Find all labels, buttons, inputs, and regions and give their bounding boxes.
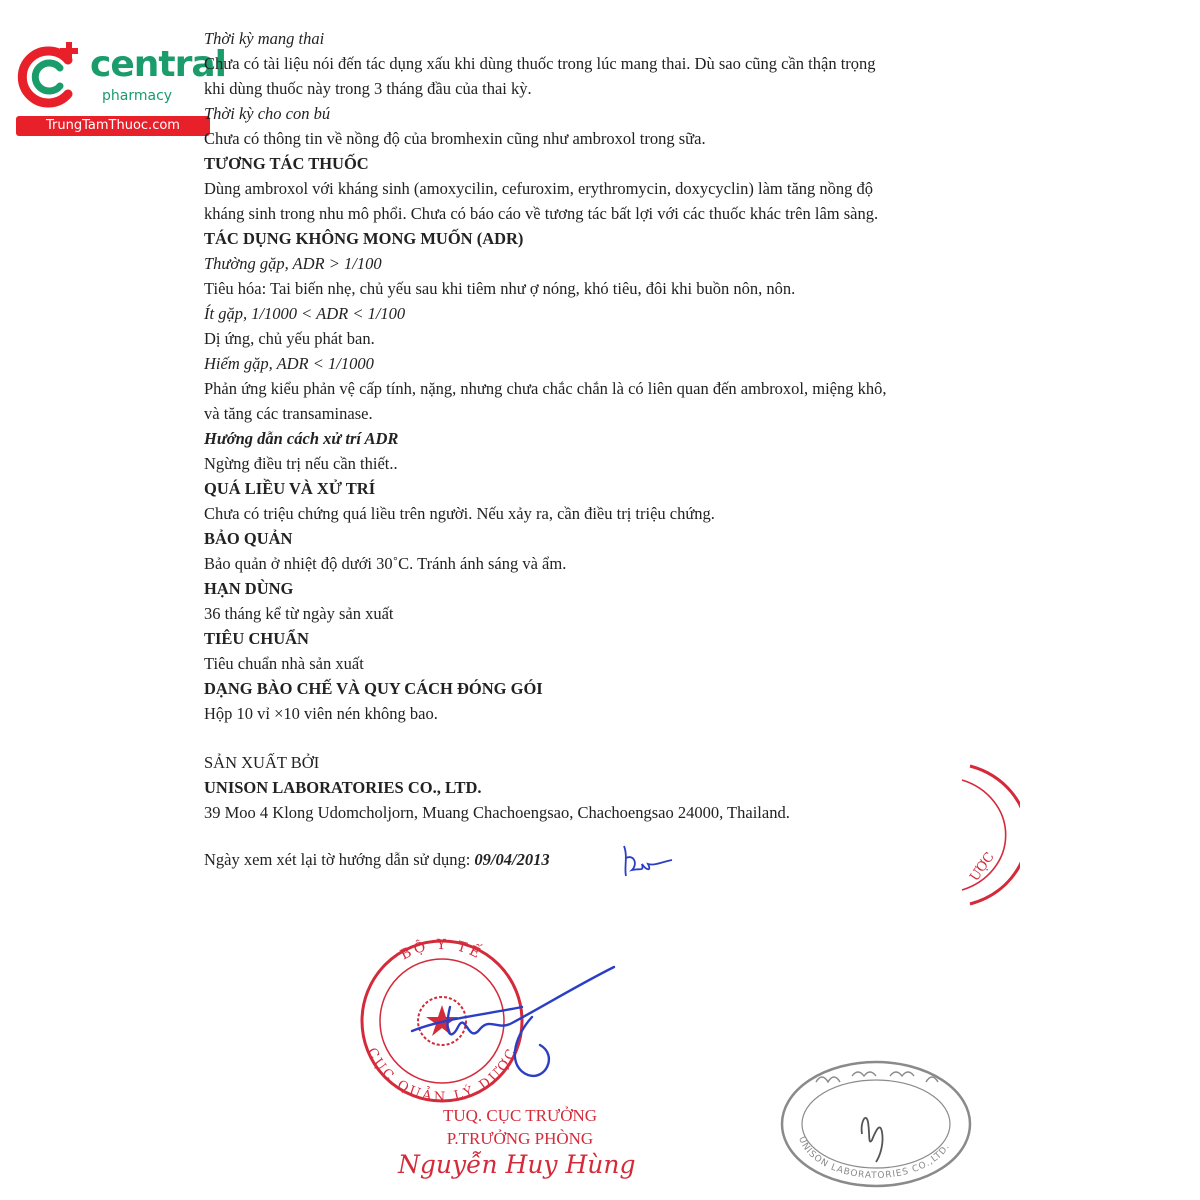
unison-stamp-bottom-text: UNISON LABORATORIES CO.,LTD. [796, 1135, 953, 1182]
storage-heading: BẢO QUẢN [204, 529, 293, 548]
ministry-stamp [332, 935, 632, 1105]
adr-guide-text: Ngừng điều trị nếu cần thiết.. [204, 454, 398, 473]
interaction-heading: TƯƠNG TÁC THUỐC [204, 154, 369, 173]
ministry-stamp-bottom-text: CỤC QUẢN LÝ DƯỢC [363, 1044, 521, 1105]
expiry-heading: HẠN DÙNG [204, 579, 294, 598]
central-pharmacy-logo[interactable] [10, 36, 226, 136]
pregnancy-text-2: khi dùng thuốc này trong 3 tháng đầu của thai kỳ. [204, 79, 532, 98]
ministry-stamp-top-text: BỘ Y TẾ [397, 936, 486, 964]
official-line1: TUQ. CỤC TRƯỞNG [442, 1106, 598, 1125]
adr-rare-text-2: và tăng các transaminase. [204, 404, 373, 423]
spacer [204, 726, 1004, 750]
packaging-text: Hộp 10 vỉ ×10 viên nén không bao. [204, 704, 438, 723]
review-date: 09/04/2013 [474, 850, 550, 869]
adr-rare-heading: Hiếm gặp, ADR < 1/1000 [204, 354, 374, 373]
adr-uncommon-text: Dị ứng, chủ yếu phát ban. [204, 329, 375, 348]
interaction-text-2: kháng sinh trong nhu mô phổi. Chưa có báo cáo về tương tác bất lợi với các thuốc khác trên lâm sàng. [204, 204, 879, 223]
adr-uncommon-heading: Ít gặp, 1/1000 < ADR < 1/100 [204, 304, 406, 323]
packaging-heading: DẠNG BÀO CHẾ VÀ QUY CÁCH ĐÓNG GÓI [204, 679, 543, 698]
overdose-text: Chưa có triệu chứng quá liều trên người. Nếu xảy ra, cần điều trị triệu chứng. [204, 504, 715, 523]
official-title [420, 1104, 620, 1150]
storage-text: Bảo quản ở nhiệt độ dưới 30˚C. Tránh ánh sáng và ẩm. [204, 554, 567, 573]
pregnancy-text-1: Chưa có tài liệu nói đến tác dụng xấu khi dùng thuốc trong lúc mang thai. Dù sao cũng cần thận trọng [204, 54, 876, 73]
pregnancy-heading: Thời kỳ mang thai [204, 29, 325, 48]
manufacturer-label: SẢN XUẤT BỞI [204, 753, 320, 772]
lactation-heading: Thời kỳ cho con bú [204, 104, 331, 123]
logo-sub: pharmacy [102, 88, 173, 104]
adr-heading: TÁC DỤNG KHÔNG MONG MUỐN (ADR) [204, 229, 524, 248]
interaction-text-1: Dùng ambroxol với kháng sinh (amoxycilin, cefuroxim, erythromycin, doxycyclin) làm tăng nồng độ [204, 179, 874, 198]
adr-rare-text-1: Phản ứng kiểu phản vệ cấp tính, nặng, nhưng chưa chắc chắn là có liên quan đến ambroxol, miệng khô, [204, 379, 887, 398]
logo-website: TrungTamThuoc.com [16, 116, 210, 136]
document-body [204, 26, 1004, 872]
partial-red-stamp [940, 760, 1020, 910]
official-line2: P.TRƯỞNG PHÒNG [446, 1129, 594, 1148]
unison-signature [862, 1118, 883, 1162]
logo-c-icon [10, 36, 90, 116]
adr-common-heading: Thường gặp, ADR > 1/100 [204, 254, 382, 273]
expiry-text: 36 tháng kể từ ngày sản xuất [204, 604, 394, 623]
overdose-heading: QUÁ LIỀU VÀ XỬ TRÍ [204, 479, 376, 498]
adr-common-text: Tiêu hóa: Tai biến nhẹ, chủ yếu sau khi tiêm như ợ nóng, khó tiêu, đôi khi buồn nôn, nôn. [204, 279, 796, 298]
review-date-line [204, 847, 1004, 872]
standard-text: Tiêu chuẩn nhà sản xuất [204, 654, 364, 673]
standard-heading: TIÊU CHUẨN [204, 629, 309, 648]
logo-brand: central [90, 44, 226, 85]
partial-stamp-text: ƯỢC [967, 849, 998, 885]
manufacturer-name: UNISON LABORATORIES CO., LTD. [204, 778, 482, 797]
review-label: Ngày xem xét lại tờ hướng dẫn sử dụng: [204, 850, 475, 869]
adr-guide-heading: Hướng dẫn cách xử trí ADR [204, 429, 399, 448]
lactation-text: Chưa có thông tin về nồng độ của bromhexin cũng như ambroxol trong sữa. [204, 129, 706, 148]
unison-company-stamp [776, 1052, 976, 1192]
manufacturer-address: 39 Moo 4 Klong Udomcholjorn, Muang Chachoengsao, Chachoengsao 24000, Thailand. [204, 803, 790, 822]
official-name: Nguyễn Huy Hùng [398, 1150, 636, 1179]
initials-signature [618, 842, 678, 882]
